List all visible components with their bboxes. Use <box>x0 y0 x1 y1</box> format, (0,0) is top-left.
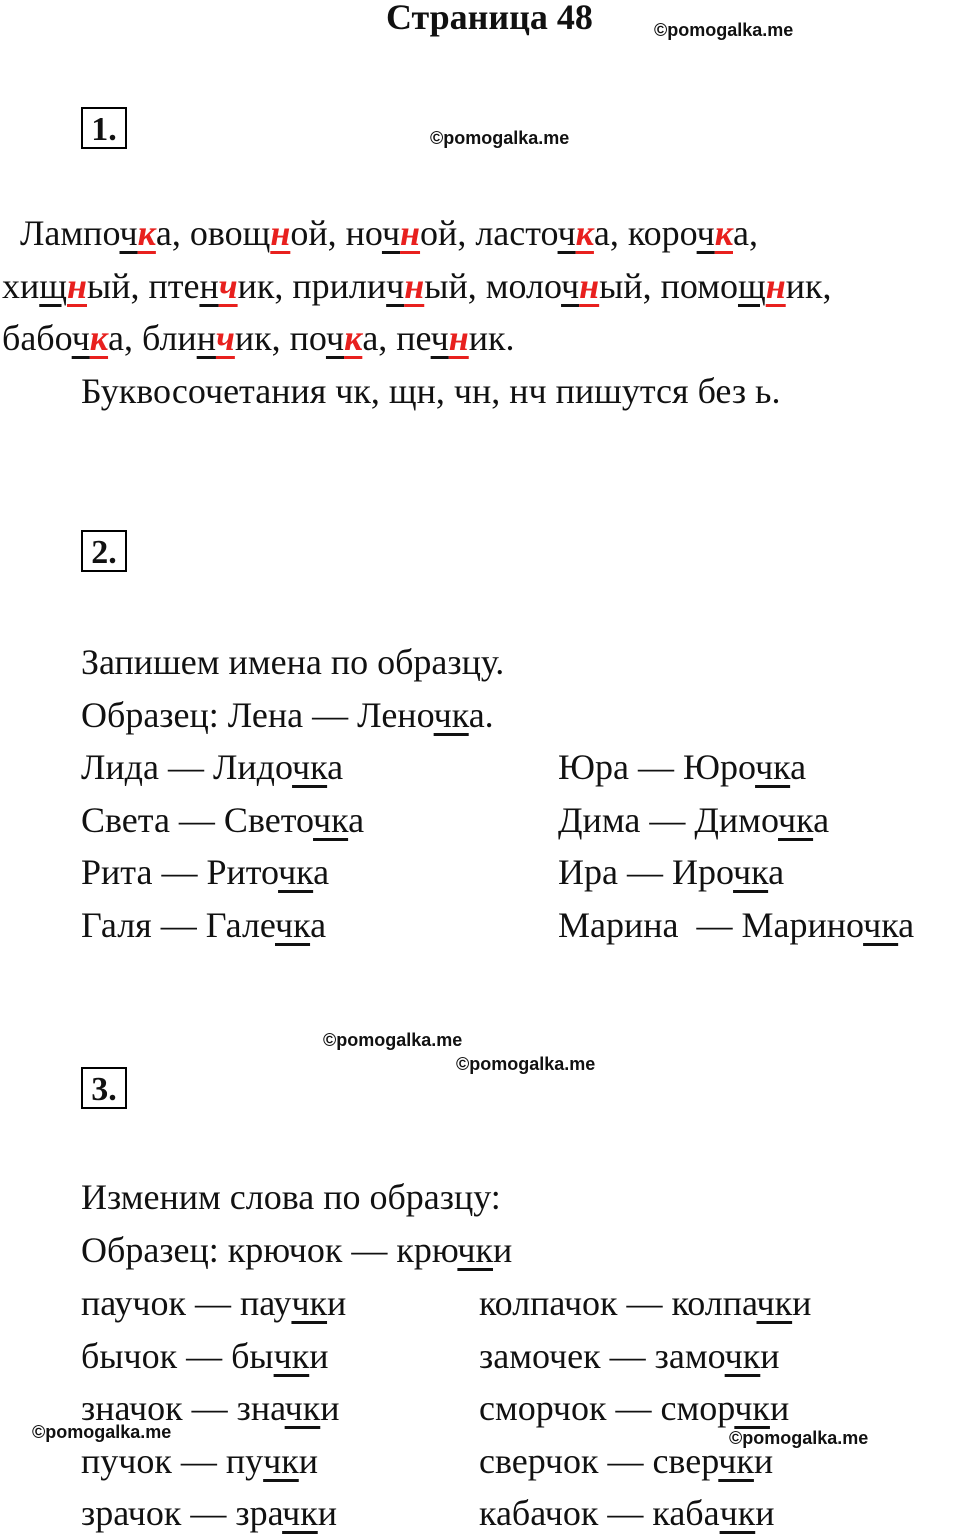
highlighted-letters: ч <box>696 213 715 253</box>
highlighted-letters: чк <box>291 1283 328 1323</box>
text-segment: ик. <box>468 318 515 358</box>
highlighted-letters: ч <box>430 318 449 358</box>
text-segment: а <box>348 800 365 840</box>
text-segment: Рита — Рито <box>81 852 279 892</box>
task-2-left-2 <box>81 794 364 846</box>
watermark: ©pomogalka.me <box>729 1428 869 1448</box>
highlighted-letters: ч <box>215 318 235 358</box>
highlighted-letters: н <box>196 318 216 358</box>
text-segment: Дима — Димо <box>558 800 779 840</box>
highlighted-letters: чк <box>734 1388 770 1428</box>
text-segment: а, бли <box>108 318 197 358</box>
task-2-left-1 <box>81 741 343 793</box>
task-3-right-2 <box>479 1330 780 1382</box>
text-segment: а, коро <box>593 213 697 253</box>
highlighted-letters: н <box>199 266 219 306</box>
text-segment: Марина — Марино <box>558 905 864 945</box>
watermark: ©pomogalka.me <box>456 1054 596 1074</box>
task-1-line-2 <box>2 260 831 312</box>
highlighted-letters: чк <box>313 800 349 840</box>
text-segment: бычок — бы <box>81 1336 274 1376</box>
highlighted-letters: н <box>270 213 291 253</box>
text-segment: а. <box>468 695 494 735</box>
highlighted-letters: к <box>575 213 594 253</box>
text-segment: а <box>327 747 344 787</box>
text-segment: а <box>813 800 830 840</box>
text-segment: Образец: Лена — Лено <box>81 695 434 735</box>
text-segment: кабачок — кабa <box>479 1493 720 1533</box>
text-segment: паучок — пау <box>81 1283 292 1323</box>
task-3-right-1 <box>479 1277 811 1329</box>
task-2-right-4 <box>558 899 914 951</box>
text-segment: а <box>768 852 785 892</box>
text-segment: бабо <box>2 318 72 358</box>
highlighted-letters: н <box>67 266 87 306</box>
text-segment: Лампо <box>2 213 120 253</box>
text-segment: значок — зна <box>81 1388 285 1428</box>
text-segment: ый, моло <box>424 266 562 306</box>
highlighted-letters: чк <box>292 747 328 787</box>
highlighted-letters: чк <box>278 852 314 892</box>
highlighted-letters: к <box>714 213 733 253</box>
highlighted-letters: чк <box>778 800 814 840</box>
task-1-rule: Буквосочетания чк, щн, чн, нч пишутся без ь. <box>81 371 781 411</box>
task-3-left-1 <box>81 1277 346 1329</box>
text-segment: и <box>493 1230 513 1270</box>
text-segment: замочек — замо <box>479 1336 725 1376</box>
highlighted-letters: щ <box>737 266 766 306</box>
highlighted-letters: ч <box>561 266 580 306</box>
text-segment: Света — Свето <box>81 800 314 840</box>
highlighted-letters: чк <box>718 1441 754 1481</box>
task-2-number: 2. <box>81 530 127 572</box>
highlighted-letters: н <box>765 266 786 306</box>
task-3-number: 3. <box>81 1067 127 1109</box>
text-segment: а, овощ <box>155 213 271 253</box>
text-segment: ый, пте <box>87 266 200 306</box>
text-segment: хи <box>2 266 40 306</box>
highlighted-letters: н <box>400 213 421 253</box>
text-segment: а, <box>733 213 758 253</box>
text-segment: и <box>792 1283 812 1323</box>
task-2-right-3 <box>558 846 784 898</box>
highlighted-letters: ч <box>71 318 90 358</box>
highlighted-letters: ч <box>386 266 405 306</box>
highlighted-letters: чк <box>273 1336 310 1376</box>
text-segment: ик, прили <box>237 266 387 306</box>
text-segment: ой, ласто <box>420 213 558 253</box>
highlighted-letters: чк <box>275 905 311 945</box>
highlighted-letters: к <box>89 318 109 358</box>
task-3-intro: Изменим слова по образцу: <box>81 1177 501 1217</box>
watermark: ©pomogalka.me <box>32 1422 172 1442</box>
task-3-right-5 <box>479 1487 774 1539</box>
highlighted-letters: чк <box>263 1441 299 1481</box>
text-segment: сморчок — смор <box>479 1388 735 1428</box>
text-segment: а <box>313 852 330 892</box>
highlighted-letters: чк <box>284 1388 321 1428</box>
task-3-left-5 <box>81 1487 337 1539</box>
text-segment: и <box>298 1441 319 1481</box>
text-segment: ик, по <box>234 318 326 358</box>
highlighted-letters: н <box>448 318 469 358</box>
highlighted-letters: чк <box>863 905 899 945</box>
page-title: Страница 48 <box>386 0 593 37</box>
highlighted-letters: чк <box>724 1336 761 1376</box>
text-segment: и <box>327 1283 347 1323</box>
task-1-line-1 <box>2 207 758 259</box>
highlighted-letters: щ <box>39 266 67 306</box>
text-segment: и <box>769 1388 790 1428</box>
highlighted-letters: к <box>137 213 156 253</box>
task-3-right-3 <box>479 1382 789 1434</box>
highlighted-letters: чк <box>733 852 769 892</box>
highlighted-letters: н <box>579 266 600 306</box>
highlighted-letters: ч <box>557 213 576 253</box>
text-segment: Лида — Лидо <box>81 747 293 787</box>
highlighted-letters: чк <box>457 1230 493 1270</box>
text-segment: ой, но <box>290 213 382 253</box>
text-segment: Галя — Гале <box>81 905 275 945</box>
highlighted-letters: чк <box>433 695 469 735</box>
text-segment: а <box>898 905 915 945</box>
text-segment: ик, <box>785 266 832 306</box>
text-segment: колпачок — колпа <box>479 1283 757 1323</box>
watermark: ©pomogalka.me <box>654 20 794 40</box>
text-segment: пучок — пу <box>81 1441 264 1481</box>
task-3-left-2 <box>81 1330 328 1382</box>
task-2-right-1 <box>558 741 806 793</box>
highlighted-letters: чк <box>755 747 791 787</box>
task-2-left-4 <box>81 899 326 951</box>
highlighted-letters: чк <box>756 1283 793 1323</box>
text-segment: а, пе <box>362 318 431 358</box>
highlighted-letters: к <box>344 318 363 358</box>
highlighted-letters: ч <box>218 266 238 306</box>
text-segment: Ира — Иро <box>558 852 734 892</box>
task-1-line-3 <box>2 312 515 364</box>
text-segment: и <box>753 1441 774 1481</box>
text-segment: а <box>790 747 807 787</box>
text-segment: и <box>317 1493 337 1533</box>
text-segment: ый, помо <box>599 266 738 306</box>
text-segment: и <box>760 1336 780 1376</box>
task-2-sample <box>81 689 494 741</box>
highlighted-letters: ч <box>119 213 138 253</box>
task-3-sample <box>81 1224 512 1276</box>
watermark: ©pomogalka.me <box>323 1030 463 1050</box>
text-segment: Юра — Юро <box>558 747 756 787</box>
text-segment: зрачок — зра <box>81 1493 283 1533</box>
text-segment: а <box>310 905 327 945</box>
text-segment: Образец: крючок — крю <box>81 1230 458 1270</box>
text-segment: и <box>309 1336 329 1376</box>
highlighted-letters: чк <box>282 1493 318 1533</box>
text-segment: и <box>320 1388 340 1428</box>
highlighted-letters: н <box>404 266 425 306</box>
task-2-left-3 <box>81 846 329 898</box>
text-segment: сверчок — свер <box>479 1441 719 1481</box>
text-segment: и <box>755 1493 775 1533</box>
task-2-intro: Запишем имена по образцу. <box>81 642 505 682</box>
highlighted-letters: ч <box>325 318 345 358</box>
task-2-right-2 <box>558 794 829 846</box>
highlighted-letters: чк <box>719 1493 756 1533</box>
task-1-number: 1. <box>81 107 127 149</box>
watermark: ©pomogalka.me <box>430 128 570 148</box>
highlighted-letters: ч <box>381 213 401 253</box>
